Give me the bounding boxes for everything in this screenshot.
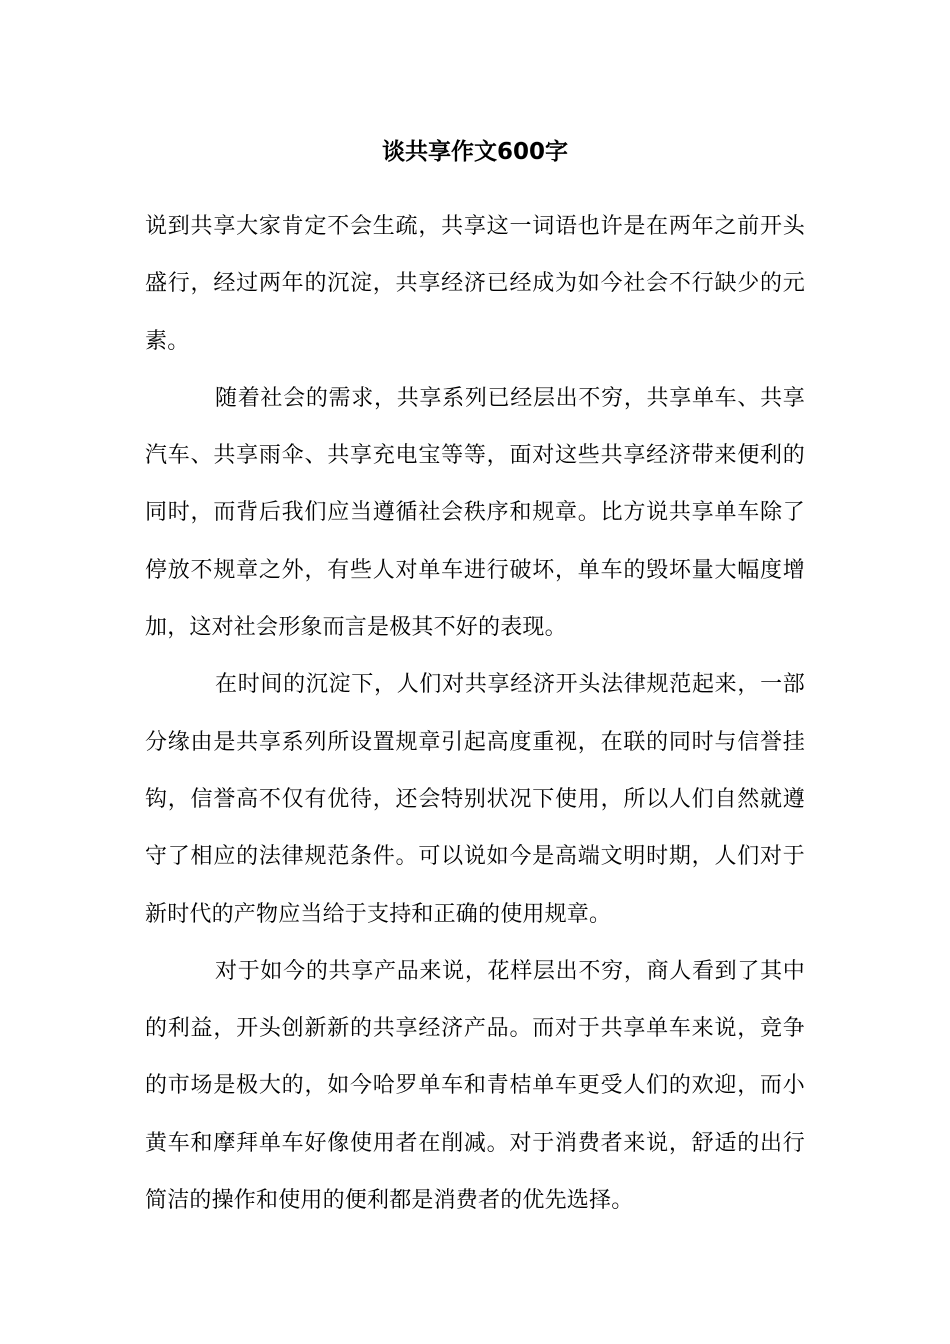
paragraph-1: 说到共享大家肯定不会生疏，共享这一词语也许是在两年之前开头盛行，经过两年的沉淀，共享经济已经成为如今社会不行缺少的元素。 bbox=[145, 214, 805, 354]
document-body bbox=[145, 198, 805, 1229]
paragraph-2: 随着社会的需求，共享系列已经层出不穷，共享单车、共享汽车、共享雨伞、共享充电宝等等，面对这些共享经济带来便利的同时，而背后我们应当遵循社会秩序和规章。比方说共享单车除了停放不规章之外，有些人对单车进行破坏，单车的毁坏量大幅度增加，这对社会形象而言是极其不好的表现。 bbox=[145, 385, 805, 641]
paragraph-3: 在时间的沉淀下，人们对共享经济开头法律规范起来，一部分缘由是共享系列所设置规章引起高度重视，在联的同时与信誉挂钩，信誉高不仅有优待，还会特别状况下使用，所以人们自然就遵守了相应的法律规范条件。可以说如今是高端文明时期，人们对于新时代的产物应当给于支持和正确的使用规章。 bbox=[145, 672, 805, 927]
document-title: 谈共享作文600字 bbox=[381, 139, 568, 165]
paragraph-4: 对于如今的共享产品来说，花样层出不穷，商人看到了其中的利益，开头创新新的共享经济产品。而对于共享单车来说，竞争的市场是极大的，如今哈罗单车和青桔单车更受人们的欢迎，而小黄车和摩拜单车好像使用者在削减。对于消费者来说，舒适的出行简洁的操作和使用的便利都是消费者的优先选择。 bbox=[145, 958, 805, 1214]
